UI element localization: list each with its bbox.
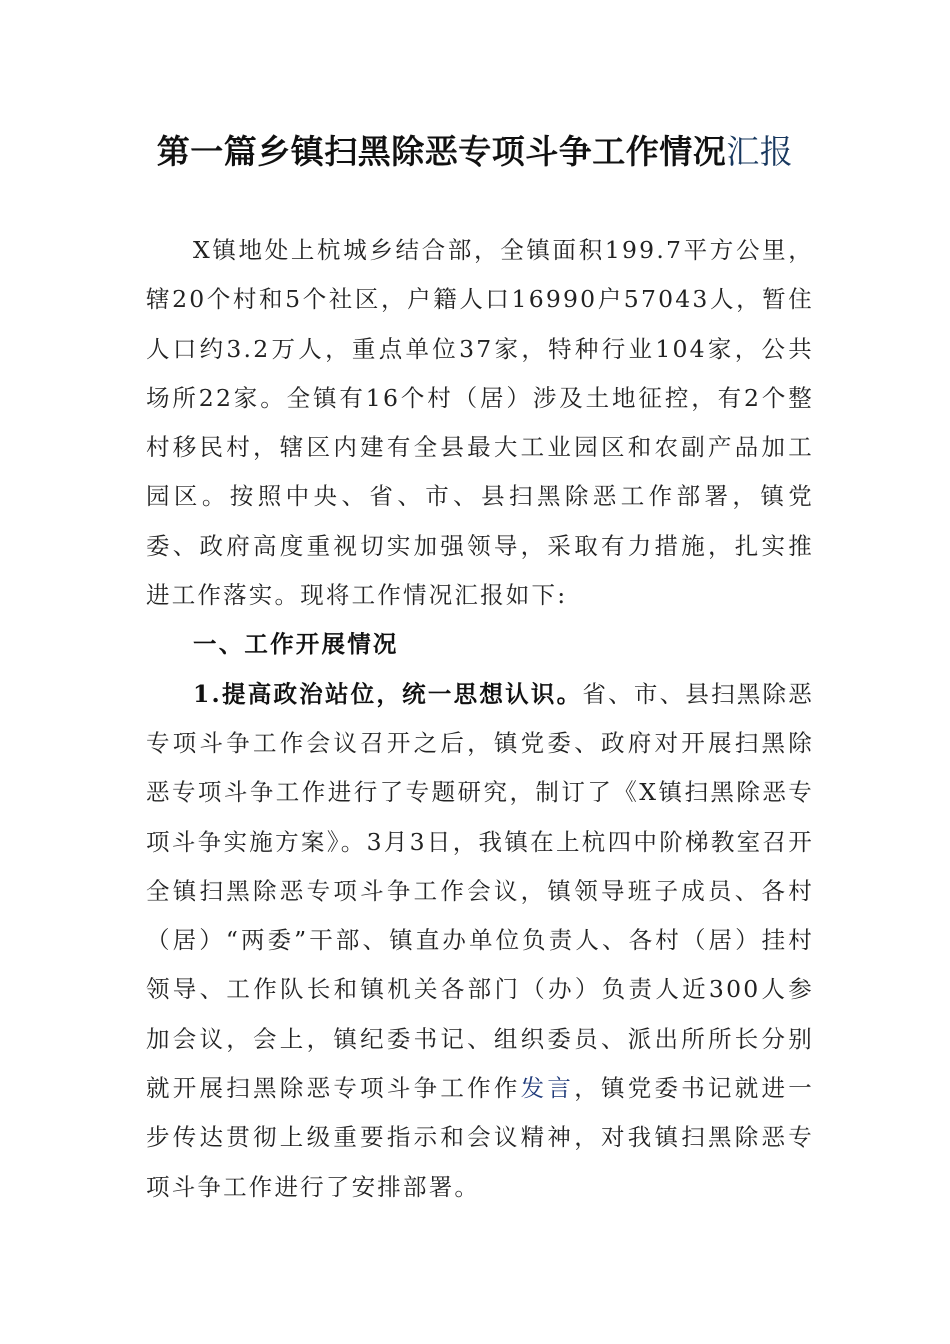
speech-link[interactable]: 发言 [520, 1074, 575, 1103]
document-title-link[interactable]: 汇报 [726, 132, 794, 171]
document-body [146, 226, 814, 1212]
item-paragraph [146, 670, 814, 1212]
item-text-part-a: 省、市、县扫黑除恶专项斗争工作会议召开之后，镇党委、政府对开展扫黑除恶专项斗争工作进行了专题研究，制订了《X镇扫黑除恶专项斗争实施方案》。3月3日，我镇在上杭四中阶梯教室召开全镇扫黑除恶专项斗争工作会议，镇领导班子成员、各村（居）“两委”干部、镇直办单位负责人、各村（居）挂村领导、工作队长和镇机关各部门（办）负责人近300人参加会议，会上，镇纪委书记、组织委员、派出所所长分别就开展扫黑除恶专项斗争工作作 [146, 679, 814, 1103]
document-title-text: 第一篇乡镇扫黑除恶专项斗争工作情况 [156, 132, 727, 171]
document-title [0, 128, 950, 176]
intro-paragraph: X镇地处上杭城乡结合部，全镇面积199.7平方公里，辖20个村和5个社区，户籍人口16990户57043人，暂住人口约3.2万人，重点单位37家，特种行业104家，公共场所22家。全镇有16个村（居）涉及土地征控，有2个整村移民村，辖区内建有全县最大工业园区和农副产品加工园区。按照中央、省、市、县扫黑除恶工作部署，镇党委、政府高度重视切实加强领导，采取有力措施，扎实推进工作落实。现将工作情况汇报如下: [146, 236, 814, 610]
item-lead: 1.提高政治站位，统一思想认识。 [193, 679, 583, 708]
item-text-part-b: ，镇党委书记就进一步传达贯彻上级重要指示和会议精神，对我镇扫黑除恶专项斗争工作进行了安排部署。 [146, 1074, 814, 1201]
section-heading: 一、工作开展情况 [193, 630, 399, 659]
